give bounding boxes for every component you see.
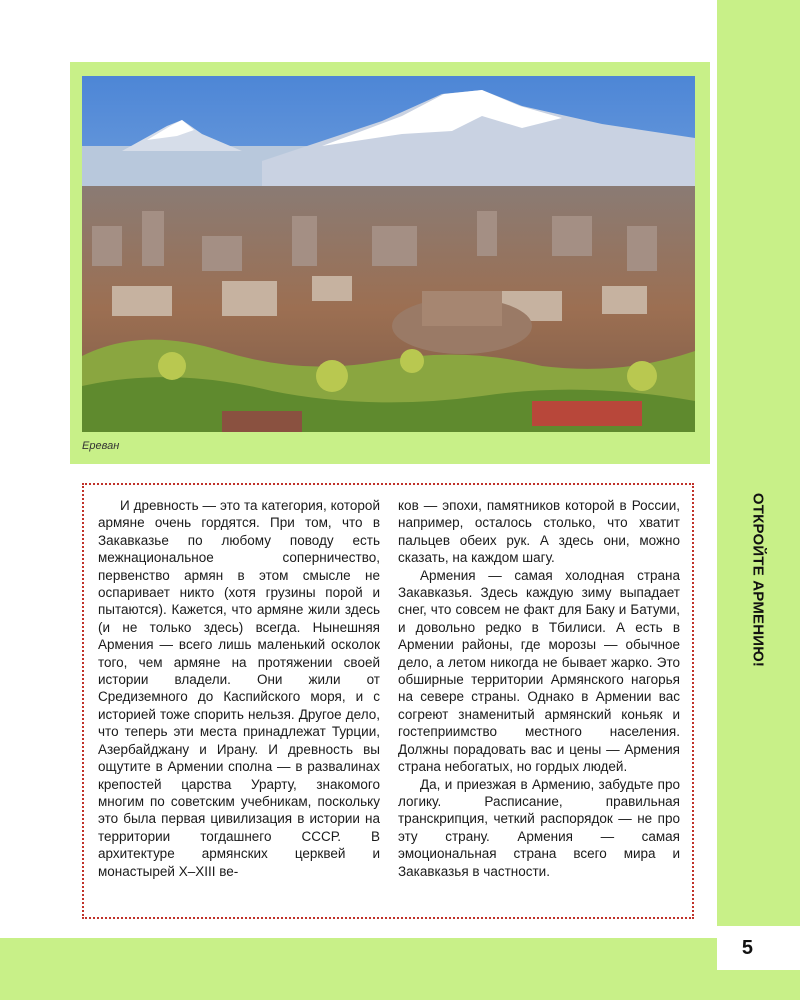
paragraph: Армения — самая холодная страна Закавказья. Здесь каждую зиму выпадает снег, что совсем не факт для Баку и Батуми, и довольно редко в Тбилиси. А есть в Армении районы, где морозы — обычное дело, а летом никогда не бывает жарко. Это обширные территории Армянского нагорья на севере страны. Однако в Армении вас согреют знаменитый армянский коньяк и гостеприимство местного населения. Должны порадовать вас и цены — Армения страна небогатых, но гордых людей. bbox=[398, 567, 680, 775]
page-number: 5 bbox=[741, 937, 753, 959]
article-right-column bbox=[398, 497, 680, 880]
paragraph: И древность — это та категория, которой армяне очень гордятся. При том, что в Закавказье по любому поводу есть межнациональное соперничество, первенство армян в этом смысле не оспаривает никто (хотя грузины порой и пытаются). Кажется, что армяне жили здесь (и не только здесь) всегда. Нынешняя Армения — всего лишь маленький осколок того, чем армяне на протяжении своей истории владели. Они жили от Средиземного до Каспийского моря, и с историей тоже спорить нельзя. Другое дело, что теперь эти места принадлежат Турции, Азербайджану и Ирану. И древность вы ощутите в Армении сполна — в развалинах крепостей царства Урарту, знакомого многим по советским учебникам, поскольку это была первая цивилизация в истории на территории тогдашнего СССР. В архитектуре армянских церквей и монастырей X–XIII ве- bbox=[98, 498, 380, 879]
photo-caption: Ереван bbox=[82, 440, 120, 452]
city-skyline-illustration bbox=[82, 76, 695, 432]
chapter-title: ОТКРОЙТЕ АРМЕНИЮ! bbox=[749, 492, 767, 668]
bottom-color-strip bbox=[0, 938, 717, 1000]
article-left-column bbox=[98, 497, 380, 880]
city-photo bbox=[82, 76, 695, 432]
chapter-title-vertical bbox=[717, 488, 800, 673]
article-text-box bbox=[82, 483, 694, 919]
page-number-box bbox=[717, 926, 800, 970]
paragraph: Да, и приезжая в Армению, забудьте про логику. Расписание, правильная транскрипция, четкий распорядок — не про эту страну. Армения — самая эмоциональная страна всего мира и Закавказья в частности. bbox=[398, 776, 680, 879]
paragraph-continuation: ков — эпохи, памятников которой в России, например, осталось столько, что хватит пальцев обеих рук. А здесь они, можно сказать, на каждом шагу. bbox=[398, 498, 680, 566]
